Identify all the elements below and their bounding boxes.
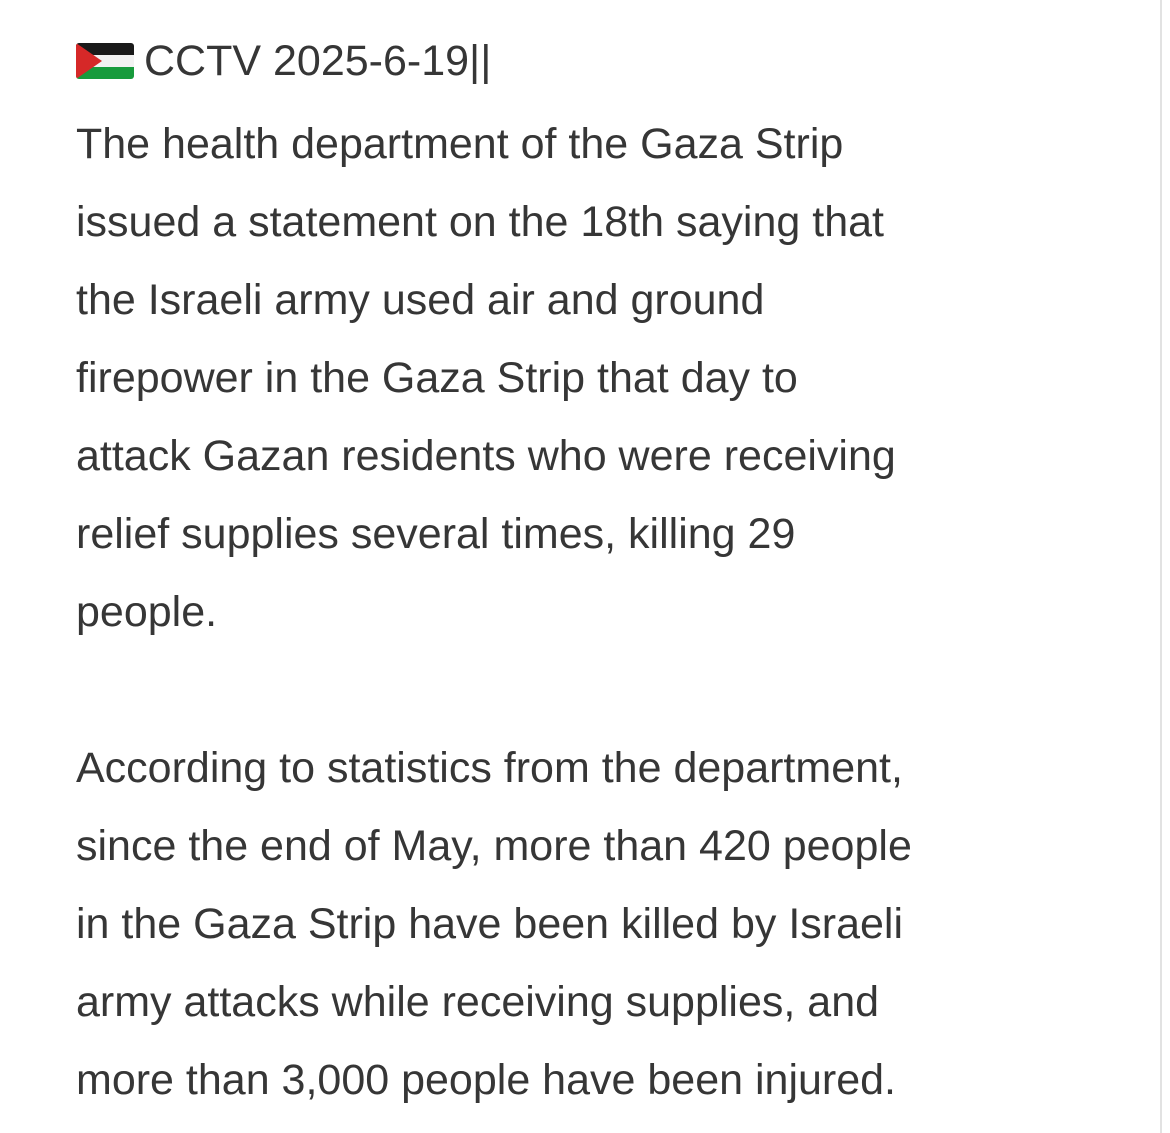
right-edge-divider	[1160, 0, 1162, 1133]
note-header	[76, 33, 1136, 89]
palestine-flag-icon	[76, 43, 134, 79]
paragraph-2: According to statistics from the department, since the end of May, more than 420 people in the Gaza Strip have been killed by Israeli army attacks while receiving supplies, and more than 3,000 people have been injured.	[76, 744, 912, 1104]
paragraph-1: The health department of the Gaza Strip issued a statement on the 18th saying that the Israeli army used air and ground firepower in the Gaza Strip that day to attack Gazan residents who were receiving relief supplies several times, killing 29 people.	[76, 120, 896, 636]
note-header-text: CCTV 2025-6-19||	[144, 37, 492, 85]
note-body[interactable]	[76, 33, 1136, 1119]
